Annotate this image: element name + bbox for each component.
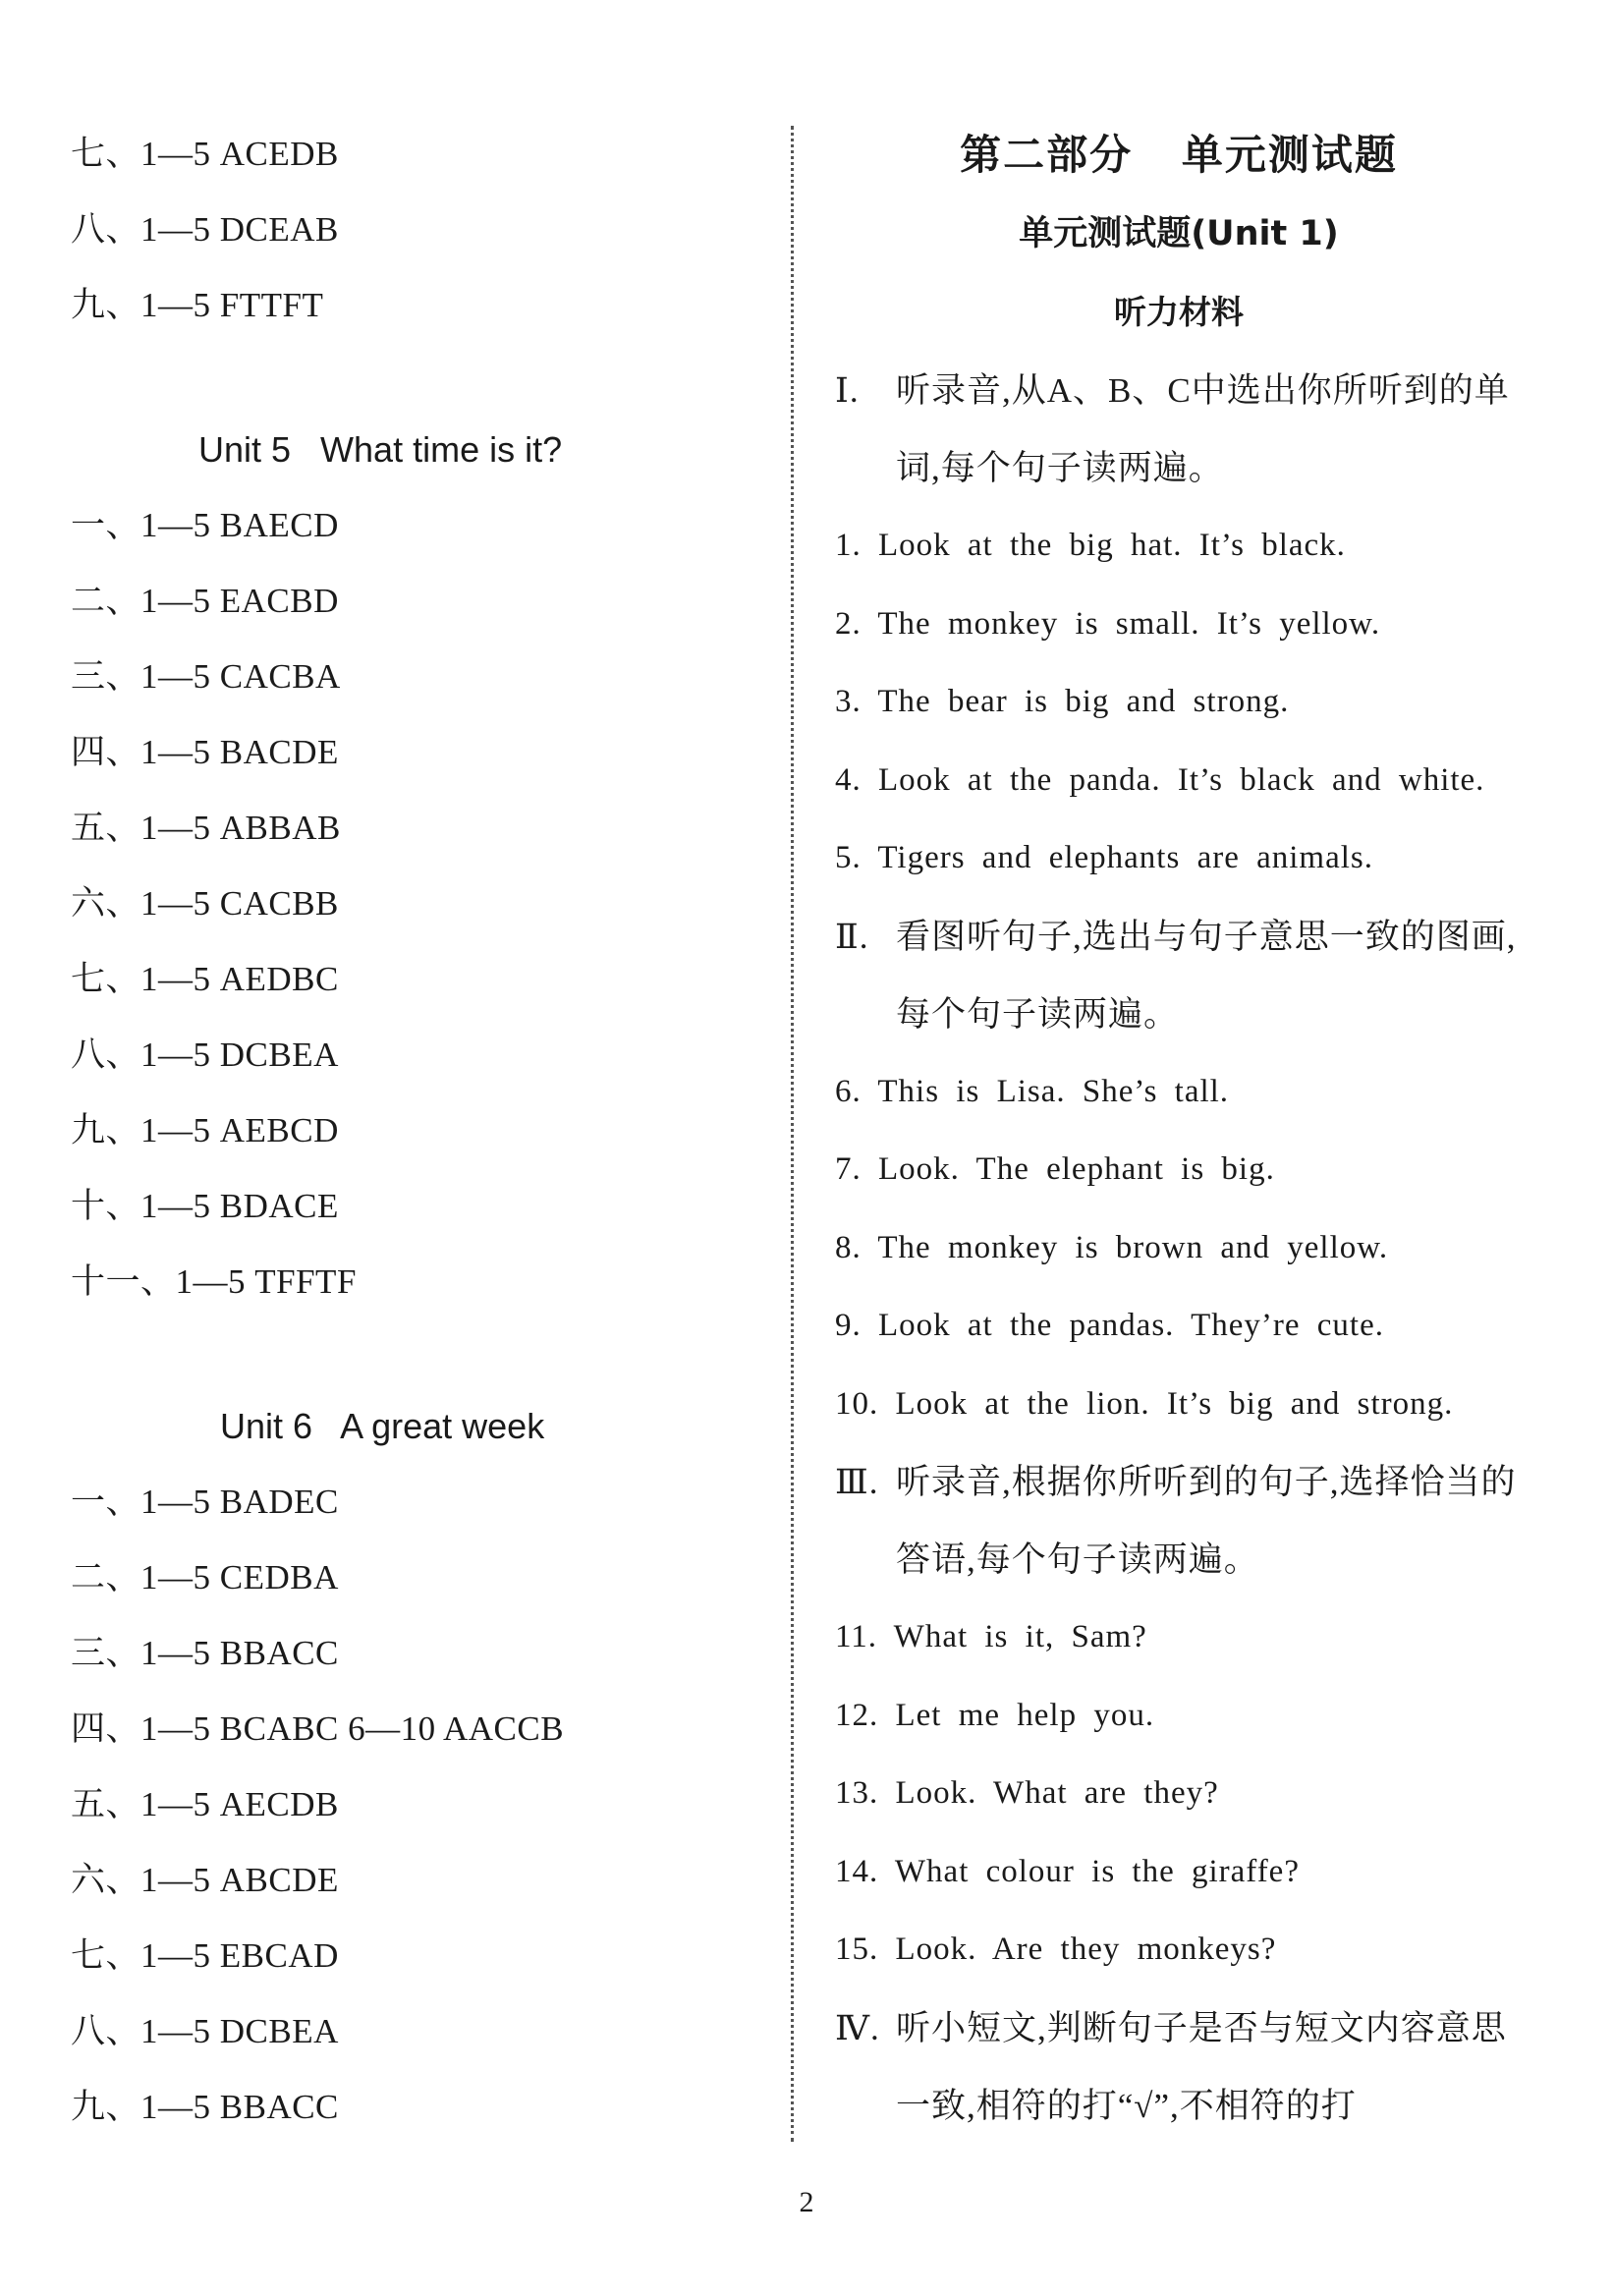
answer-line: 八、1—5 DCBEA	[71, 1036, 339, 1074]
sentence: 15. Look. Are they monkeys?	[835, 1932, 1277, 1967]
section-instruction: 听录音,从A、B、C中选出你所听到的单词,每个句子读两遍。	[896, 371, 1510, 487]
unit5-block	[71, 412, 758, 1319]
sentence: 1. Look at the big hat. It’s black.	[835, 528, 1346, 563]
section-number: Ⅳ.	[835, 2008, 880, 2047]
answer-line: 六、1—5 ABCDE	[71, 1861, 339, 1899]
section-number: Ⅱ.	[835, 917, 869, 956]
sentence: 13. Look. What are they?	[835, 1775, 1219, 1811]
page-number: 2	[799, 2186, 814, 2218]
section-3	[835, 1443, 1523, 1989]
unit6-block	[71, 1388, 758, 2145]
sentence: 2. The monkey is small. It’s yellow.	[835, 605, 1381, 642]
answer-line: 三、1—5 CACBA	[71, 657, 341, 696]
answer-line: 二、1—5 CEDBA	[71, 1558, 339, 1596]
answer-line: 八、1—5 DCEAB	[71, 210, 339, 249]
unit5-title: Unit 5 What time is it?	[198, 429, 563, 470]
answer-line: 一、1—5 BAECD	[71, 506, 339, 544]
section-number: Ⅰ.	[835, 371, 860, 410]
sentence: 7. Look. The elephant is big.	[835, 1151, 1275, 1187]
section-2	[835, 898, 1523, 1444]
unit6-title: Unit 6 A great week	[220, 1406, 545, 1446]
column-divider	[791, 126, 794, 2142]
sentence: 10. Look at the lion. It’s big and strong.	[835, 1385, 1454, 1422]
answer-line: 四、1—5 BCABC 6—10 AACCB	[71, 1709, 565, 1748]
answer-line: 五、1—5 AECDB	[71, 1785, 339, 1823]
answer-line: 九、1—5 FTTFT	[71, 286, 324, 324]
sentence: 5. Tigers and elephants are animals.	[835, 840, 1373, 875]
answer-line: 八、1—5 DCBEA	[71, 2012, 339, 2050]
section-1	[835, 352, 1523, 898]
answer-line: 九、1—5 BBACC	[71, 2088, 339, 2126]
sentence: 6. This is Lisa. She’s tall.	[835, 1073, 1230, 1109]
sentence: 14. What colour is the giraffe?	[835, 1853, 1300, 1889]
answer-line: 十一、1—5 TFFTF	[71, 1262, 357, 1301]
section-instruction: 看图听句子,选出与句子意思一致的图画,每个句子读两遍。	[896, 917, 1517, 1034]
answer-line: 六、1—5 CACBB	[71, 884, 339, 923]
answer-line: 七、1—5 ACEDB	[71, 135, 339, 173]
answer-line: 九、1—5 AEBCD	[71, 1111, 339, 1149]
sentence: 9. Look at the pandas. They’re cute.	[835, 1308, 1384, 1343]
answer-line: 四、1—5 BACDE	[71, 733, 339, 771]
sentence: 3. The bear is big and strong.	[835, 684, 1290, 719]
answer-line: 十、1—5 BDACE	[71, 1187, 339, 1225]
sentence: 8. The monkey is brown and yellow.	[835, 1229, 1389, 1265]
listening-material-title: 听力材料	[1114, 293, 1244, 331]
answer-line: 五、1—5 ABBAB	[71, 809, 341, 847]
answer-line: 七、1—5 AEDBC	[71, 960, 339, 998]
answer-line: 三、1—5 BBACC	[71, 1634, 339, 1672]
test-material-column	[835, 116, 1523, 2145]
answer-line: 七、1—5 EBCAD	[71, 1936, 339, 1975]
top-answers	[71, 116, 758, 343]
part-title: 第二部分 单元测试题	[960, 131, 1398, 179]
section-instruction: 听录音,根据你所听到的句子,选择恰当的答语,每个句子读两遍。	[896, 1463, 1517, 1579]
sentence: 12. Let me help you.	[835, 1697, 1155, 1733]
sentence: 4. Look at the panda. It’s black and white.	[835, 761, 1485, 798]
answer-line: 二、1—5 EACBD	[71, 582, 339, 620]
answer-column	[71, 116, 758, 2145]
sentence: 11. What is it, Sam?	[835, 1619, 1147, 1654]
section-number: Ⅲ.	[835, 1463, 879, 1501]
section-instruction: 听小短文,判断句子是否与短文内容意思一致,相符的打“√”,不相符的打	[896, 2008, 1507, 2125]
answer-line: 一、1—5 BADEC	[71, 1483, 339, 1521]
section-4	[835, 1989, 1523, 2145]
unit-test-title: 单元测试题(Unit 1)	[1019, 214, 1339, 253]
